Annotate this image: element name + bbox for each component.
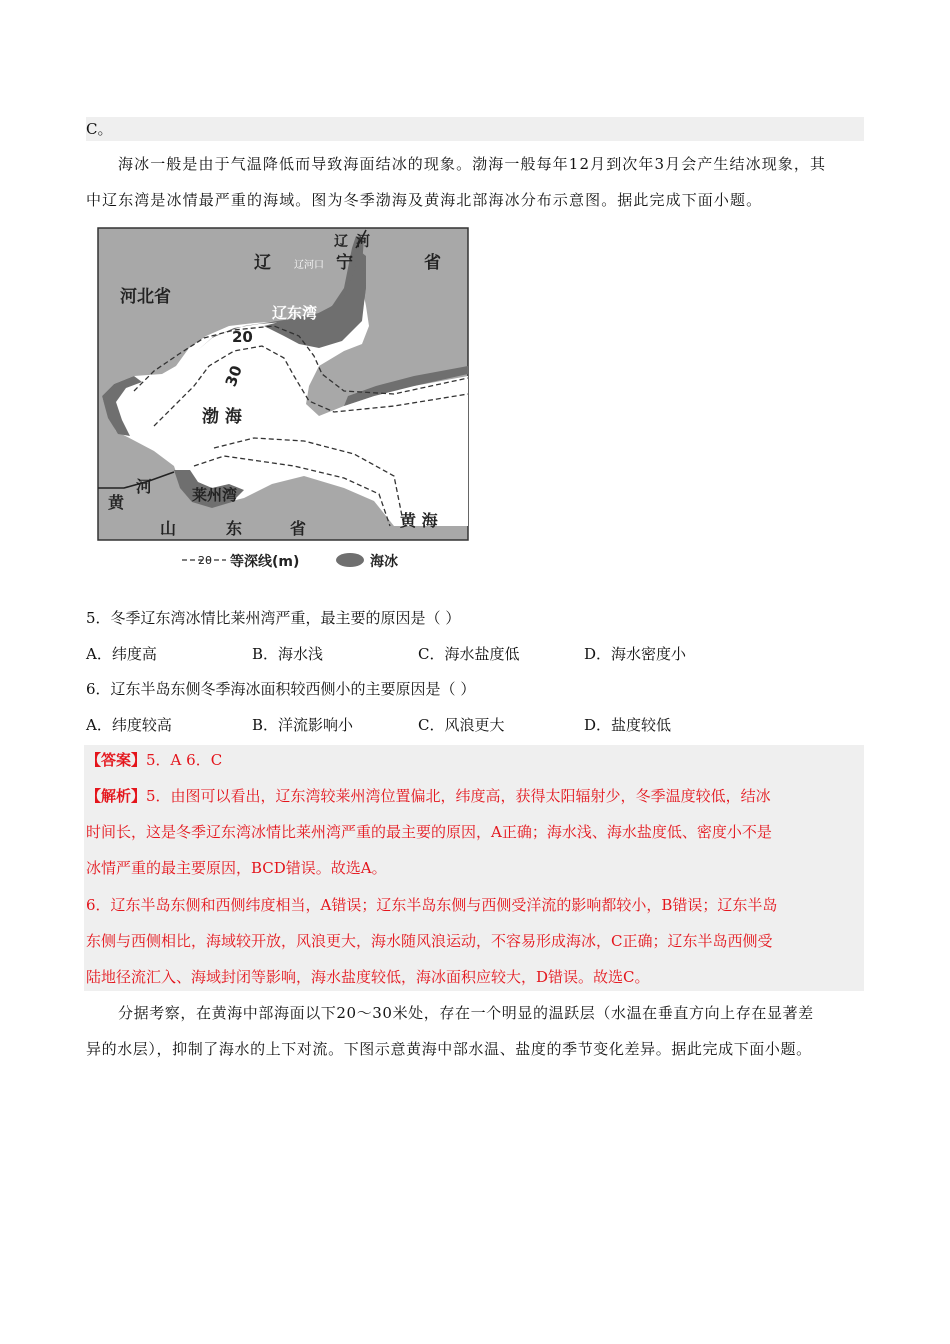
label-liaohe-he: 河	[356, 234, 370, 250]
map-svg	[94, 226, 472, 576]
label-huanghai: 黄 海	[400, 511, 438, 530]
label-contour-30: 30	[221, 363, 246, 389]
question-6-stem: 6．辽东半岛东侧冬季海冰面积较西侧小的主要原因是（ ）	[86, 680, 476, 698]
intro2-line-1: 分据考察，在黄海中部海面以下20～30米处，存在一个明显的温跃层（水温在垂直方向上存在显著差	[118, 1004, 814, 1022]
legend-ice-label: 海冰	[370, 554, 398, 570]
label-liaohe-liao: 辽	[334, 234, 348, 250]
q5-option-d[interactable]: D．海水密度小	[584, 645, 687, 663]
legend-ice-swatch	[336, 553, 364, 567]
q5-option-b[interactable]: B．海水浅	[252, 645, 324, 663]
label-liaodong-bay: 辽东湾	[272, 304, 318, 322]
label-liaohekou: 辽河口	[294, 260, 324, 271]
previous-answer-fragment	[86, 117, 864, 141]
analysis-line-5: 东侧与西侧相比，海域较开放，风浪更大，海水随风浪运动，不容易形成海冰，C正确；辽东半岛西侧受	[86, 932, 773, 950]
label-liaoning-liao: 辽	[254, 253, 271, 273]
label-huanghe-huang: 黄	[108, 493, 125, 512]
q6-option-d[interactable]: D．盐度较低	[584, 716, 672, 734]
intro-paragraph-line-1: 海冰一般是由于气温降低而导致海面结冰的现象。渤海一般每年12月到次年3月会产生结冰现象，其	[118, 155, 827, 173]
q6-option-c[interactable]: C．风浪更大	[418, 716, 505, 734]
label-huanghe-he: 河	[136, 477, 153, 496]
analysis-line-2: 时间长，这是冬季辽东湾冰情比莱州湾严重的最主要的原因，A正确；海水浅、海水盐度低、密度小不是	[86, 823, 772, 841]
intro2-line-2: 异的水层），抑制了海水的上下对流。下图示意黄海中部水温、盐度的季节变化差异。据此完成下面小题。	[86, 1040, 812, 1058]
q5-option-c[interactable]: C．海水盐度低	[418, 645, 520, 663]
q6-option-b[interactable]: B．洋流影响小	[252, 716, 354, 734]
answer-text: 5．A 6．C	[146, 751, 223, 769]
label-shandong-shan: 山	[160, 519, 177, 538]
answer-tag: 【答案】	[86, 751, 147, 769]
bohai-sea-ice-map	[94, 226, 472, 576]
answer-line	[86, 748, 864, 772]
analysis-text-1: 5．由图可以看出，辽东湾较莱州湾位置偏北，纬度高，获得太阳辐射少，冬季温度较低，结冰	[146, 787, 771, 805]
analysis-line-4: 6．辽东半岛东侧和西侧纬度相当，A错误；辽东半岛东侧与西侧受洋流的影响都较小，B错误；辽东半岛	[86, 896, 778, 914]
label-liaoning-sheng: 省	[424, 253, 441, 273]
label-laizhou-bay: 莱州湾	[192, 486, 238, 504]
label-shandong-sheng: 省	[290, 519, 307, 538]
question-5-stem: 5．冬季辽东湾冰情比莱州湾严重，最主要的原因是（ ）	[86, 609, 461, 627]
label-shandong-dong: 东	[226, 519, 243, 538]
analysis-line-1	[86, 784, 864, 808]
label-contour-20: 20	[232, 328, 253, 346]
legend-isobath-label: 等深线(m)	[230, 554, 300, 570]
previous-answer-text: C。	[86, 120, 113, 138]
analysis-tag: 【解析】	[86, 787, 147, 805]
intro-paragraph-line-2: 中辽东湾是冰情最严重的海域。图为冬季渤海及黄海北部海冰分布示意图。据此完成下面小题。	[86, 191, 763, 209]
label-bohai: 渤 海	[202, 407, 242, 427]
legend-isobath-value: 20	[198, 554, 212, 567]
q6-option-a[interactable]: A．纬度较高	[86, 716, 172, 734]
q5-option-a[interactable]: A．纬度高	[86, 645, 157, 663]
label-liaoning-ning: 宁	[336, 253, 353, 273]
label-hebei: 河北省	[120, 287, 171, 307]
analysis-line-3: 冰情严重的最主要原因，BCD错误。故选A。	[86, 859, 387, 877]
analysis-line-6: 陆地径流汇入、海域封闭等影响，海水盐度较低，海冰面积应较大，D错误。故选C。	[86, 968, 650, 986]
